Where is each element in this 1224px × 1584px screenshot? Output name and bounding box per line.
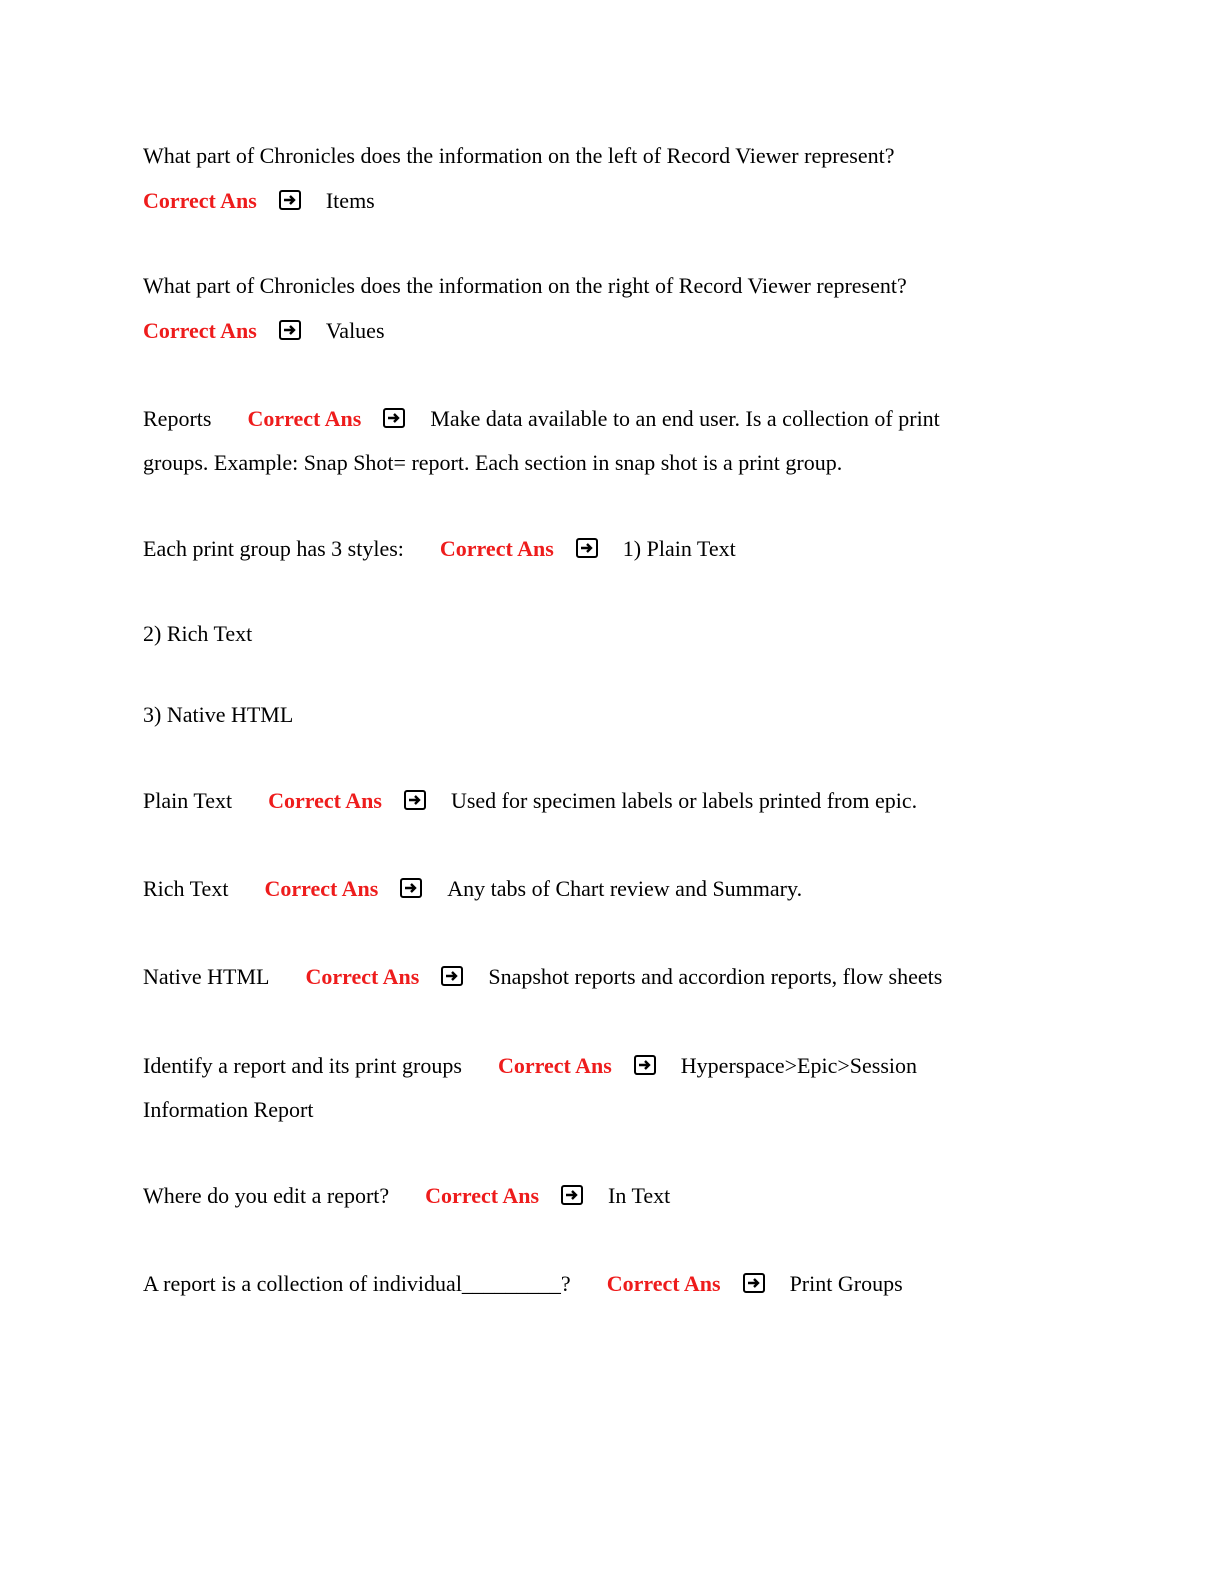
question-text: A report is a collection of individual_________? (143, 1271, 571, 1296)
answer-row (143, 318, 385, 344)
right-arrow-icon (383, 408, 405, 428)
correct-ans-label: Correct Ans (143, 188, 257, 213)
right-arrow-icon (279, 320, 301, 340)
answer-text: Values (325, 318, 385, 343)
answer-text: Hyperspace>Epic>Session (680, 1053, 917, 1078)
right-arrow-icon (404, 790, 426, 810)
question-text: What part of Chronicles does the information on the right of Record Viewer represent? (143, 273, 907, 298)
qa-row (143, 1053, 917, 1079)
qa-row (143, 406, 940, 432)
answer-text: Used for specimen labels or labels printed from epic. (450, 788, 918, 813)
correct-ans-label: Correct Ans (264, 876, 379, 901)
answer-text: In Text (608, 1183, 671, 1208)
answer-text: Snapshot reports and accordion reports, flow sheets (488, 964, 943, 989)
answer-continuation: groups. Example: Snap Shot= report. Each section in snap shot is a print group. (143, 450, 843, 475)
right-arrow-icon (743, 1273, 765, 1293)
question-text: Plain Text (143, 788, 233, 813)
question-text: Reports (143, 406, 212, 431)
question-text: Native HTML (143, 964, 270, 989)
right-arrow-icon (400, 878, 422, 898)
answer-text: Make data available to an end user. Is a collection of print (430, 406, 940, 431)
answer-text: 1) Plain Text (622, 536, 736, 561)
right-arrow-icon (634, 1055, 656, 1075)
right-arrow-icon (279, 190, 301, 210)
right-arrow-icon (576, 538, 598, 558)
qa-row (143, 788, 917, 814)
answer-list-item: 3) Native HTML (143, 702, 294, 727)
question-text: What part of Chronicles does the information on the left of Record Viewer represent? (143, 143, 895, 168)
correct-ans-label: Correct Ans (247, 406, 362, 431)
answer-text: Items (325, 188, 375, 213)
answer-text: Any tabs of Chart review and Summary. (447, 876, 803, 901)
correct-ans-label: Correct Ans (497, 1053, 612, 1078)
correct-ans-label: Correct Ans (425, 1183, 540, 1208)
answer-text: Print Groups (789, 1271, 903, 1296)
correct-ans-label: Correct Ans (439, 536, 554, 561)
qa-row (143, 1271, 903, 1297)
qa-row (143, 536, 736, 562)
correct-ans-label: Correct Ans (606, 1271, 721, 1296)
correct-ans-label: Correct Ans (143, 318, 257, 343)
question-text: Rich Text (143, 876, 229, 901)
question-text: Each print group has 3 styles: (143, 536, 404, 561)
right-arrow-icon (561, 1185, 583, 1205)
qa-row (143, 1183, 670, 1209)
question-text: Identify a report and its print groups (143, 1053, 462, 1078)
correct-ans-label: Correct Ans (305, 964, 420, 989)
qa-row (143, 876, 802, 902)
answer-list-item: 2) Rich Text (143, 621, 253, 646)
answer-row (143, 188, 375, 214)
right-arrow-icon (441, 966, 463, 986)
answer-continuation: Information Report (143, 1097, 314, 1122)
qa-row (143, 964, 942, 990)
question-text: Where do you edit a report? (143, 1183, 390, 1208)
correct-ans-label: Correct Ans (268, 788, 382, 813)
